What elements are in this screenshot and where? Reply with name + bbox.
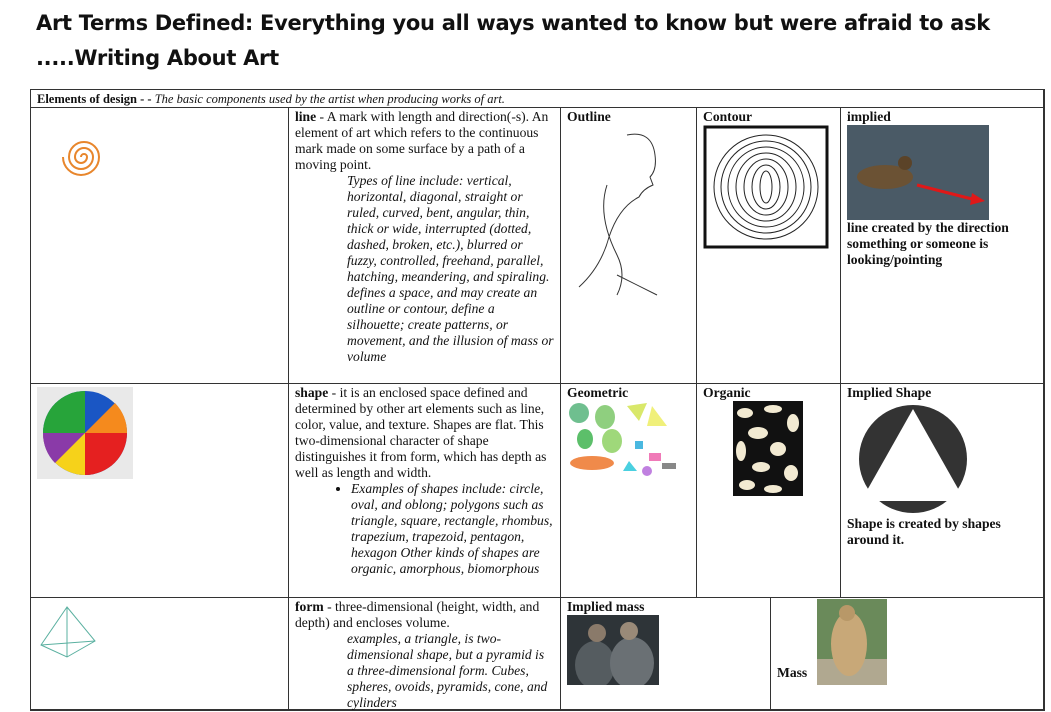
pyramid-image: [31, 598, 289, 710]
form-examples: examples, a triangle, is two-dimensional shape, but a pyramid is a three-dimensional form. Cubes, spheres, ovoids, pyramids, cone, and cylinders: [347, 631, 548, 710]
contour-drawing: [703, 125, 831, 250]
shape-definition: [289, 384, 561, 598]
line-more: defines a space, and may create an outline or contour, define a silhouette; create patterns, or movement, and the illusion of mass or volume: [347, 285, 554, 364]
duck-photo: [847, 125, 989, 220]
geometric-example: [561, 384, 697, 598]
outline-label: Outline: [567, 109, 611, 124]
line-types: Types of line include: vertical, horizontal, diagonal, straight or ruled, curved, bent, angular, thin, thick or wide, interrupted (dotted, dashed, broken, etc.), blurred or fuzzy, controlled, freehand, parallel, hatching, meandering, and spiraling.: [347, 173, 550, 284]
geometric-label: Geometric: [567, 385, 629, 400]
implied-mass-example: [561, 598, 771, 710]
elements-table: [30, 89, 1045, 711]
implied-line-example: [841, 108, 1044, 384]
color-wheel-image: [31, 384, 289, 598]
shape-term: shape: [295, 385, 329, 400]
title-line-1: Art Terms Defined: Everything you all ways wanted to know but were afraid to ask: [36, 11, 990, 35]
color-wheel-icon: [37, 387, 133, 479]
implied-shape-example: [841, 384, 1044, 598]
mass-sculpture-photo: [817, 599, 887, 685]
outline-example: [561, 108, 697, 384]
title-line-2: .....Writing About Art: [36, 46, 279, 70]
organic-example: [697, 384, 841, 598]
contour-example: [697, 108, 841, 384]
spiral-icon: [41, 117, 121, 197]
pyramid-icon: [37, 605, 107, 665]
line-term: line: [295, 109, 317, 124]
line-def: - A mark with length and direction(-s). An element of art which refers to the continuous mark made on some surface by a path of a moving point.: [295, 109, 549, 172]
implied-triangle: [857, 401, 977, 516]
implied-mass-label: Implied mass: [567, 599, 645, 614]
line-definition: [289, 108, 561, 384]
organic-label: Organic: [703, 385, 751, 400]
mass-label: Mass: [777, 665, 808, 680]
page-title: [36, 6, 990, 76]
shape-def: - it is an enclosed space defined and determined by other art elements such as line, color, value, and texture. Shapes are flat. This two-dimensional character of shape distinguishes it from form, which has depth as well as length and width.: [295, 385, 547, 480]
geometric-shapes: [567, 401, 679, 481]
implied-label: implied: [847, 109, 891, 124]
implied-mass-photo: [567, 615, 659, 685]
outline-drawing: [567, 125, 677, 305]
mass-example: [771, 598, 1044, 710]
implied-shape-label: Implied Shape: [847, 385, 932, 400]
implied-caption: line created by the direction something or someone is looking/pointing: [847, 220, 1009, 267]
header-term: Elements of design - -: [37, 92, 152, 106]
shape-examples: Examples of shapes include: circle, oval, and oblong; polygons such as triangle, square, rectangle, rhombus, trapezium, trapezoid, pentagon, hexagon Other kinds of shapes are organic, amorphous, biomorphous: [351, 481, 553, 576]
implied-shape-caption: Shape is created by shapes around it.: [847, 516, 1001, 547]
form-term: form: [295, 599, 324, 614]
table-header: [31, 90, 1044, 108]
form-definition: [289, 598, 561, 710]
organic-pattern: [733, 401, 803, 496]
contour-label: Contour: [703, 109, 753, 124]
spiral-image: [31, 108, 289, 384]
header-desc: The basic components used by the artist when producing works of art.: [154, 92, 505, 106]
form-def: - three-dimensional (height, width, and depth) and encloses volume.: [295, 599, 540, 630]
